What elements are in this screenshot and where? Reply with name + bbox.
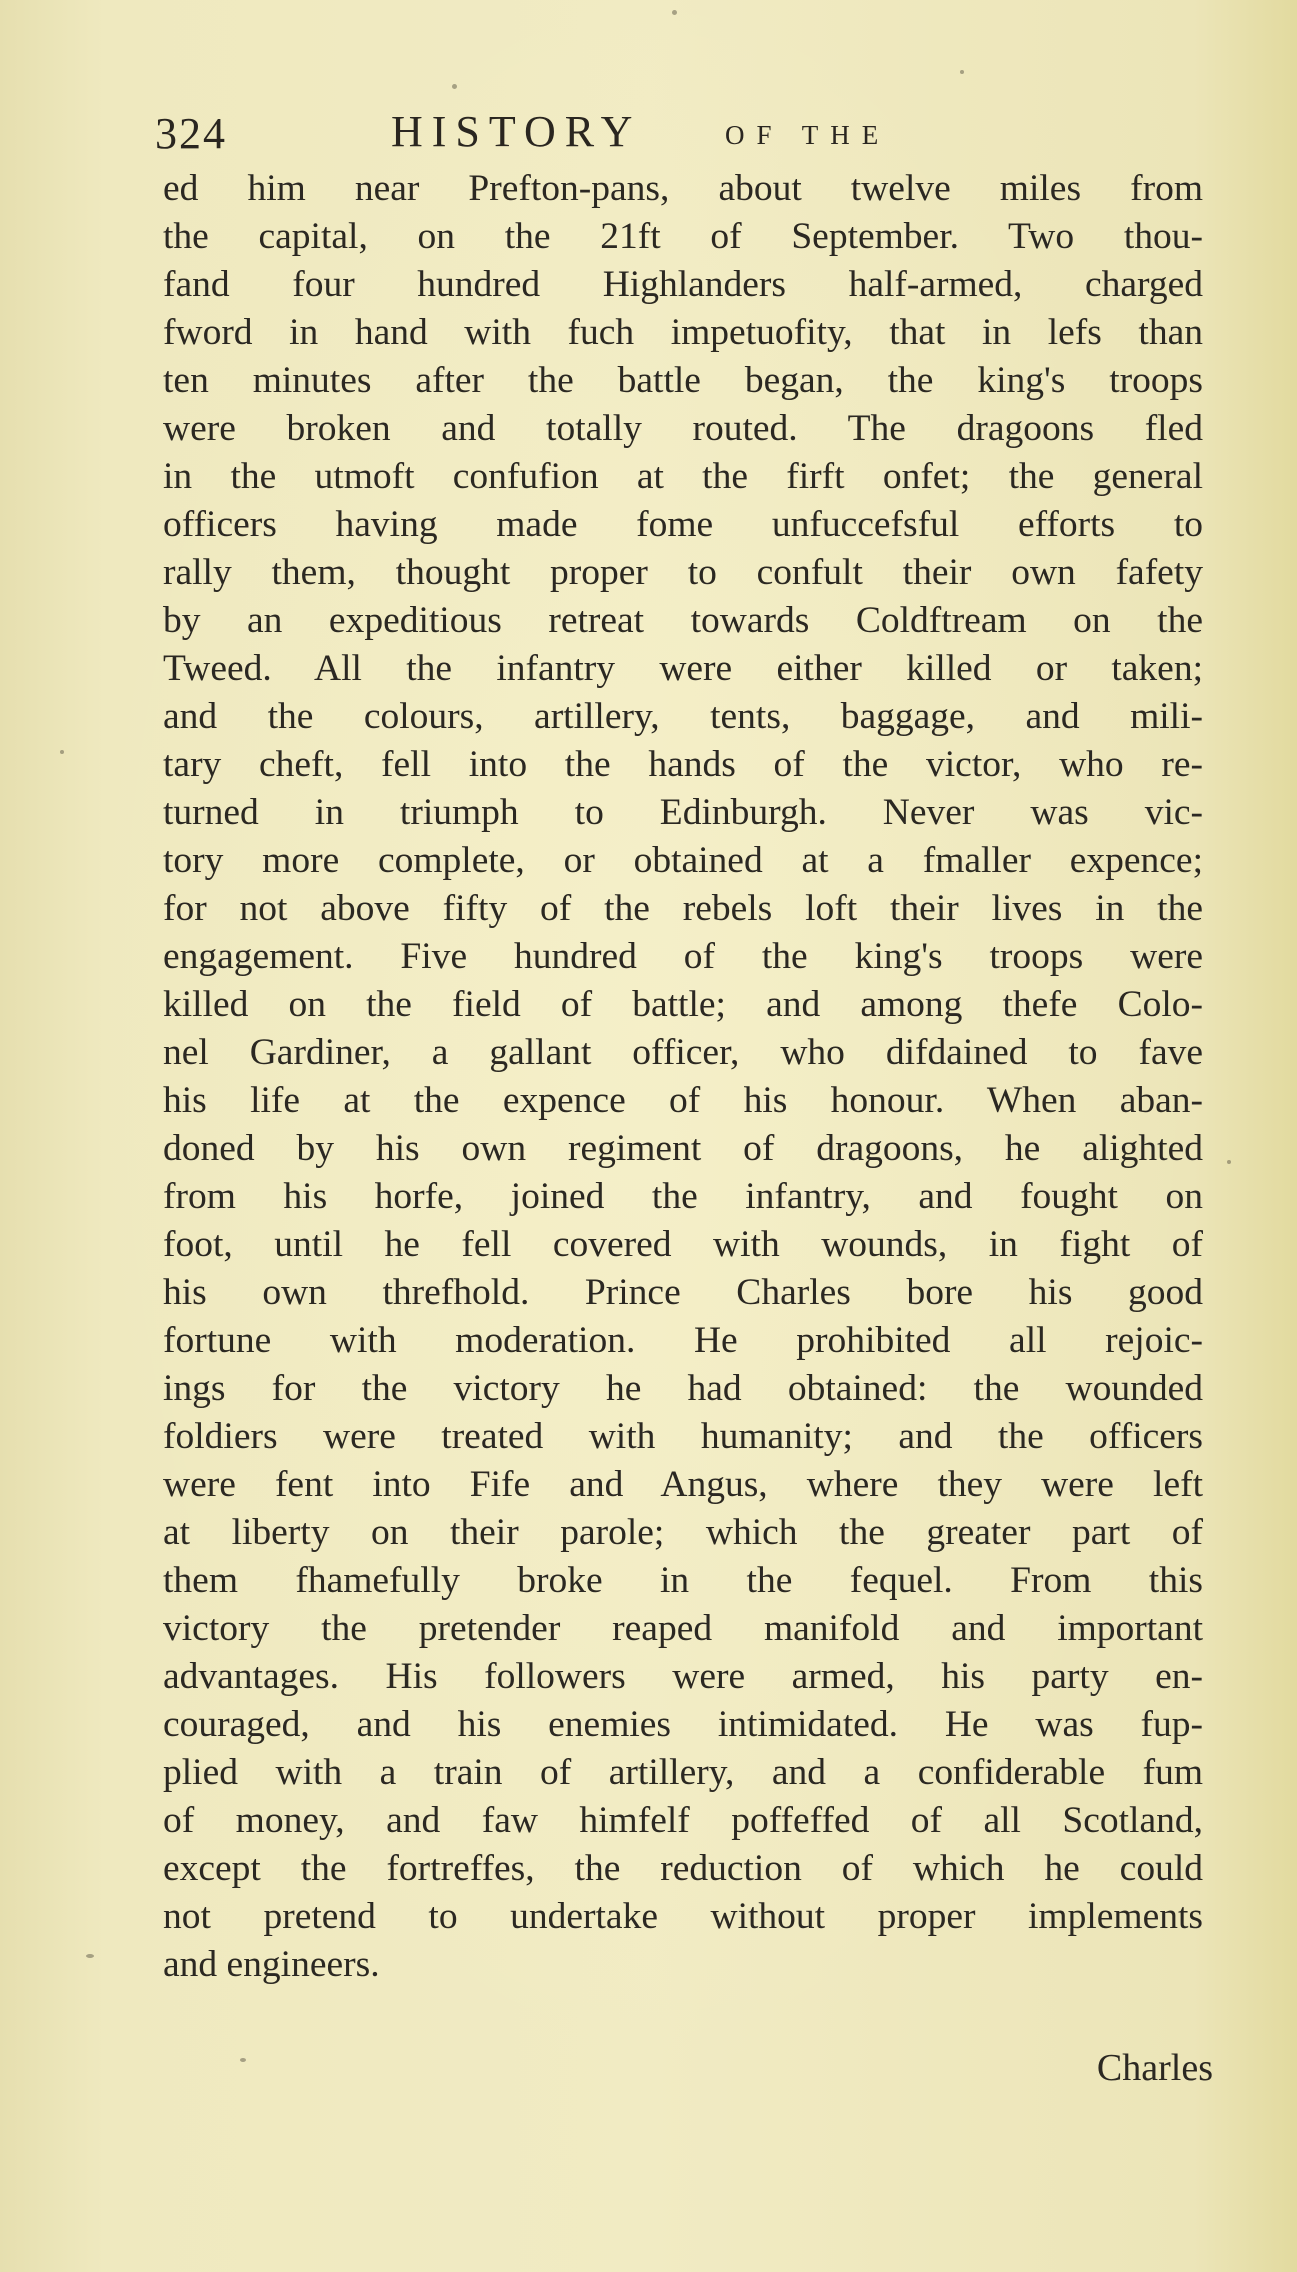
paper-speck bbox=[60, 750, 64, 754]
page-number: 324 bbox=[155, 109, 227, 158]
paper-speck bbox=[86, 1954, 94, 1958]
text-line: tary cheft, fell into the hands of the victor, who re- bbox=[163, 744, 1203, 785]
paper-speck bbox=[672, 10, 677, 15]
text-line: by an expeditious retreat towards Coldftream on the bbox=[163, 600, 1203, 641]
paper-speck bbox=[1227, 1160, 1231, 1164]
text-line: nel Gardiner, a gallant officer, who difdained to fave bbox=[163, 1032, 1203, 1073]
text-line: ings for the victory he had obtained: the wounded bbox=[163, 1368, 1203, 1409]
text-line: ed him near Prefton-pans, about twelve miles from bbox=[163, 168, 1203, 209]
text-line: victory the pretender reaped manifold and important bbox=[163, 1608, 1203, 1649]
text-line: the capital, on the 21ft of September. Two thou- bbox=[163, 216, 1203, 257]
text-line: them fhamefully broke in the fequel. From this bbox=[163, 1560, 1203, 1601]
paper-speck bbox=[240, 2058, 246, 2062]
text-line: his own threfhold. Prince Charles bore his good bbox=[163, 1272, 1203, 1313]
body-text bbox=[163, 165, 1203, 1989]
text-line: fortune with moderation. He prohibited all rejoic- bbox=[163, 1320, 1203, 1361]
text-line: officers having made fome unfuccefsful efforts to bbox=[163, 504, 1203, 545]
text-line: and engineers. bbox=[163, 1944, 380, 1985]
catchword: Charles bbox=[1096, 2047, 1213, 2089]
text-line: were fent into Fife and Angus, where they were left bbox=[163, 1464, 1203, 1505]
text-line: rally them, thought proper to confult their own fafety bbox=[163, 552, 1203, 593]
text-line: his life at the expence of his honour. When aban- bbox=[163, 1080, 1203, 1121]
page-header bbox=[155, 104, 1155, 164]
text-line: plied with a train of artillery, and a confiderable fum bbox=[163, 1752, 1203, 1793]
paper-speck bbox=[960, 70, 964, 74]
text-line: doned by his own regiment of dragoons, he alighted bbox=[163, 1128, 1203, 1169]
text-line: foot, until he fell covered with wounds, in fight of bbox=[163, 1224, 1203, 1265]
text-line: were broken and totally routed. The dragoons fled bbox=[163, 408, 1203, 449]
text-line: for not above fifty of the rebels loft their lives in the bbox=[163, 888, 1203, 929]
text-line: at liberty on their parole; which the greater part of bbox=[163, 1512, 1203, 1553]
text-line: turned in triumph to Edinburgh. Never was vic- bbox=[163, 792, 1203, 833]
running-head-title: HISTORY bbox=[391, 107, 642, 156]
text-line: foldiers were treated with humanity; and the officers bbox=[163, 1416, 1203, 1457]
text-line: Tweed. All the infantry were either killed or taken; bbox=[163, 648, 1203, 689]
text-line: fand four hundred Highlanders half-armed, charged bbox=[163, 264, 1203, 305]
text-line: advantages. His followers were armed, his party en- bbox=[163, 1656, 1203, 1697]
text-line: in the utmoft confufion at the firft onfet; the general bbox=[163, 456, 1203, 497]
text-line: from his horfe, joined the infantry, and fought on bbox=[163, 1176, 1203, 1217]
paper-speck bbox=[452, 84, 457, 89]
text-line: couraged, and his enemies intimidated. He was fup- bbox=[163, 1704, 1203, 1745]
text-line: of money, and faw himfelf poffeffed of all Scotland, bbox=[163, 1800, 1203, 1841]
text-line: except the fortreffes, the reduction of which he could bbox=[163, 1848, 1203, 1889]
text-line: engagement. Five hundred of the king's troops were bbox=[163, 936, 1203, 977]
text-line: ten minutes after the battle began, the king's troops bbox=[163, 360, 1203, 401]
text-line: fword in hand with fuch impetuofity, that in lefs than bbox=[163, 312, 1203, 353]
running-head-subtitle: OF THE bbox=[725, 120, 891, 150]
text-line: killed on the field of battle; and among thefe Colo- bbox=[163, 984, 1203, 1025]
text-line: not pretend to undertake without proper implements bbox=[163, 1896, 1203, 1937]
text-line: tory more complete, or obtained at a fmaller expence; bbox=[163, 840, 1203, 881]
text-line: and the colours, artillery, tents, baggage, and mili- bbox=[163, 696, 1203, 737]
